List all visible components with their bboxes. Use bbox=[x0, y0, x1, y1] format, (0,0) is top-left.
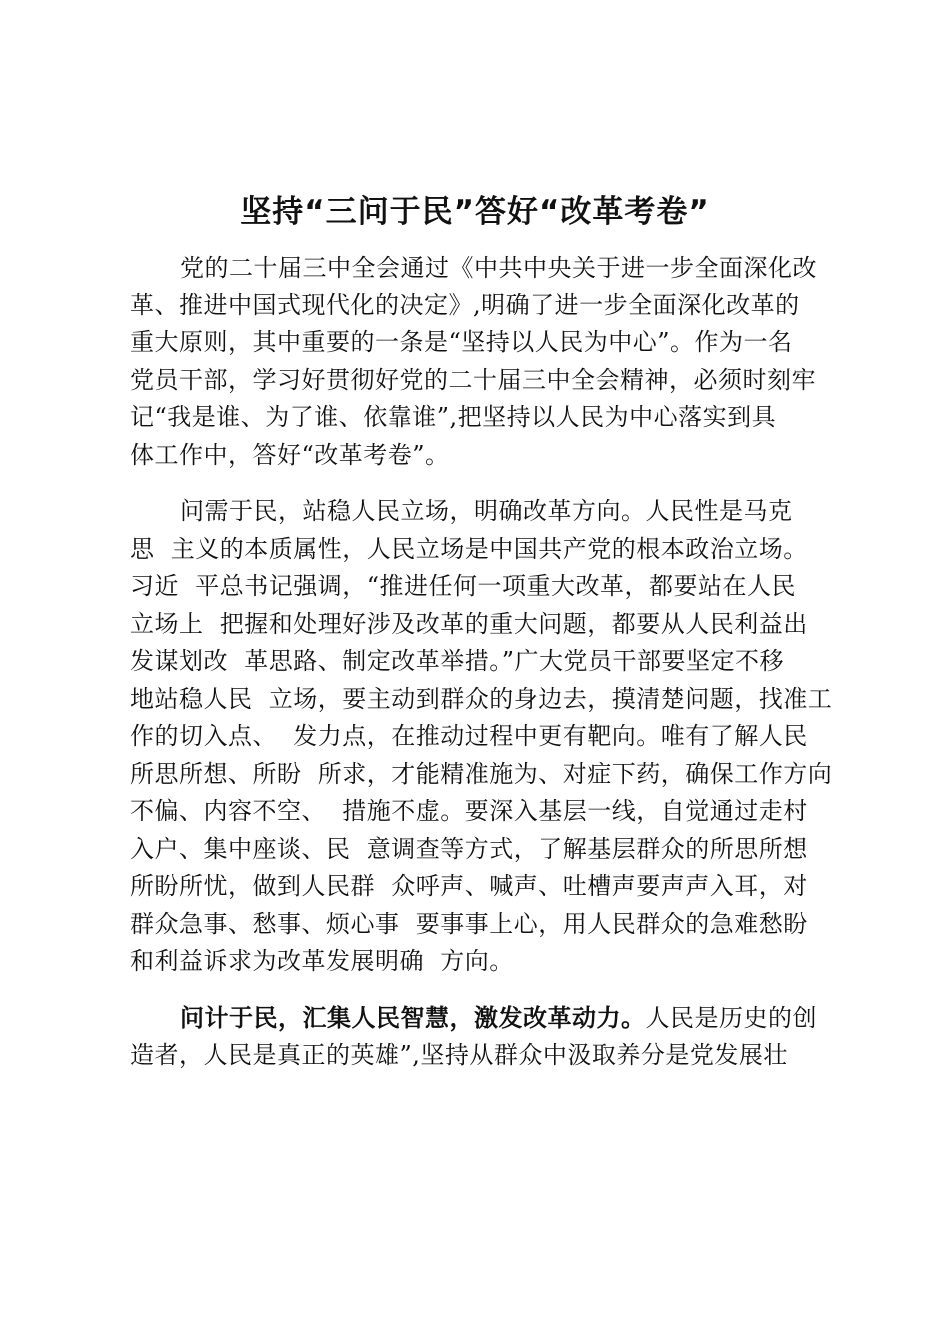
paragraph-1-line-6: 体工作中，答好“改革考卷”。 bbox=[130, 441, 450, 469]
paragraph-2-line-10: 入户、集中座谈、民 意调查等方式，了解基层群众的所思所想 bbox=[130, 835, 808, 863]
paragraph-2-line-5: 发谋划改 革思路、制定改革举措。”广大党员干部要坚定不移 bbox=[130, 647, 785, 675]
paragraph-2-line-6: 地站稳人民 立场，要主动到群众的身边去，摸清楚问题，找准工 bbox=[130, 685, 833, 713]
paragraph-2-line-8: 所思所想、所盼 所求，才能精准施为、对症下药，确保工作方向 bbox=[130, 760, 833, 788]
paragraph-2-line-9: 不偏、内容不空、 措施不虚。要深入基层一线，自觉通过走村 bbox=[130, 797, 808, 825]
paragraph-1-line-1: 党的二十届三中全会通过《中共中央关于进一步全面深化改 bbox=[180, 254, 817, 282]
paragraph-3-lead-rest: 人民是历史的创 bbox=[645, 1004, 817, 1032]
paragraph-1-line-4: 党员干部，学习好贯彻好党的二十届三中全会精神，必须时刻牢 bbox=[130, 366, 816, 394]
paragraph-3-line-1 bbox=[180, 1002, 817, 1034]
paragraph-2-line-11: 所盼所忧，做到人民群 众呼声、喊声、吐槽声要声声入耳，对 bbox=[130, 872, 808, 900]
paragraph-2-line-12: 群众急事、愁事、烦心事 要事事上心，用人民群众的急难愁盼 bbox=[130, 910, 808, 938]
paragraph-2-line-3: 习近 平总书记强调，“推进任何一项重大改革，都要站在人民 bbox=[130, 572, 797, 600]
paragraph-2-line-4: 立场上 把握和处理好涉及改革的重大问题，都要从人民利益出 bbox=[130, 610, 808, 638]
paragraph-3-bold-lead: 问计于民，汇集人民智慧，激发改革动力。 bbox=[180, 1004, 646, 1032]
paragraph-2-line-1: 问需于民，站稳人民立场，明确改革方向。人民性是马克 bbox=[180, 497, 793, 525]
paragraph-2-line-7: 作的切入点、 发力点，在推动过程中更有靶向。唯有了解人民 bbox=[130, 722, 808, 750]
paragraph-1-line-3: 重大原则，其中重要的一条是“坚持以人民为中心”。作为一名 bbox=[130, 328, 793, 356]
paragraph-3-line-2: 造者，人民是真正的英雄”,坚持从群众中汲取养分是党发展壮 bbox=[130, 1041, 788, 1069]
document-title: 坚持“三问于民”答好“改革考卷” bbox=[240, 194, 710, 230]
paragraph-1-line-2: 革、推进中国式现代化的决定》,明确了进一步全面深化改革的 bbox=[130, 291, 800, 319]
paragraph-2-line-2: 思 主义的本质属性，人民立场是中国共产党的根本政治立场。 bbox=[130, 535, 808, 563]
paragraph-2-line-13: 和利益诉求为改革发展明确 方向。 bbox=[130, 947, 514, 975]
paragraph-1-line-5: 记“我是谁、为了谁、依靠谁”,把坚持以人民为中心落实到具 bbox=[130, 403, 777, 431]
